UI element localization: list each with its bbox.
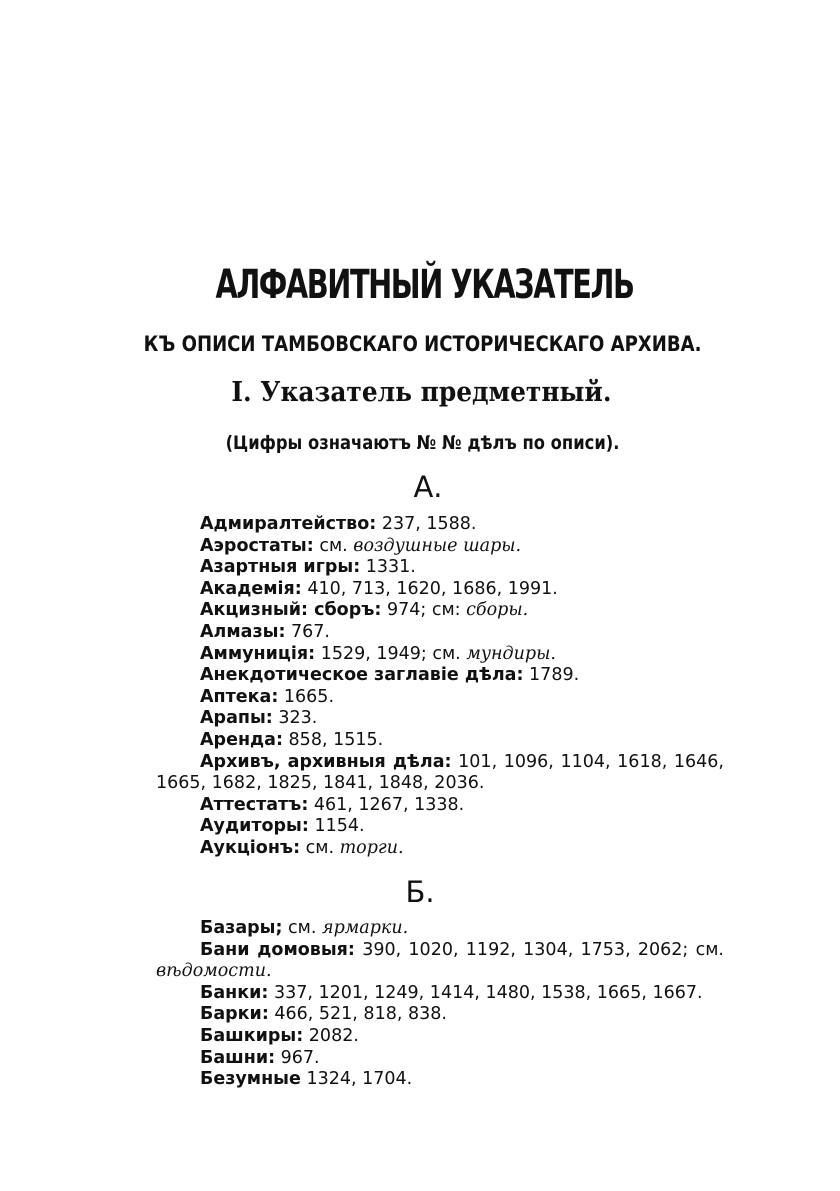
entry-term: Башни: — [200, 1047, 276, 1068]
letter-heading-a: А. — [413, 470, 443, 504]
letter-heading-b: Б. — [405, 875, 435, 909]
index-entry — [156, 687, 756, 709]
entry-numbers: 1331. — [360, 557, 416, 578]
entry-cross-reference: торги. — [339, 837, 404, 858]
index-entry — [156, 940, 724, 983]
entry-numbers: 1789. — [523, 665, 580, 686]
entry-numbers: 767. — [285, 621, 330, 642]
entry-term: Бани домовыя: — [200, 939, 355, 960]
entry-numbers: 410, 713, 1620, 1686, 1991. — [301, 578, 558, 599]
entry-term: Барки: — [200, 1004, 269, 1025]
entry-cross-reference: мундиры. — [466, 643, 556, 664]
index-entry — [156, 600, 756, 622]
entry-see-prefix: см. — [300, 837, 340, 858]
numbering-note: (Цифры означаютъ № № дѣлъ по описи). — [225, 432, 620, 454]
entry-cross-reference: вѣдомости. — [156, 961, 272, 982]
entry-see-prefix: см. — [313, 535, 354, 556]
entry-term: Аттестатъ: — [200, 794, 309, 815]
index-entry — [156, 918, 756, 940]
entry-numbers: 1665. — [278, 686, 335, 707]
index-entry — [156, 838, 756, 860]
entry-see-prefix: см. — [282, 918, 322, 938]
index-entry — [156, 665, 756, 687]
index-entry — [156, 557, 756, 579]
entry-term: Безумные — [200, 1069, 301, 1090]
index-entry — [156, 1004, 756, 1026]
entry-numbers: 323. — [272, 708, 318, 729]
entry-numbers: 974; — [381, 600, 427, 621]
index-entry — [156, 579, 756, 601]
entry-term: Аренда: — [200, 729, 283, 750]
index-entry — [156, 536, 756, 558]
entry-cross-reference: ярмарки. — [322, 918, 409, 938]
entry-term: Арапы: — [200, 708, 273, 729]
entry-term: Архивъ, архивныя дѣла: — [200, 751, 452, 772]
index-entry — [156, 644, 756, 666]
index-entry — [156, 708, 756, 730]
entry-numbers: 1324, 1704. — [300, 1069, 413, 1090]
index-entry — [156, 1069, 756, 1091]
entry-numbers: 1154. — [308, 816, 365, 837]
entry-cross-reference: сборы. — [466, 600, 529, 621]
entry-numbers: 461, 1267, 1338. — [308, 794, 465, 815]
index-entry — [156, 816, 756, 838]
entry-term: Адмиралтейство: — [200, 514, 377, 534]
entry-numbers: 2082. — [303, 1025, 359, 1046]
entry-term: Академія: — [200, 578, 302, 599]
entry-term: Аммуниція: — [200, 643, 316, 664]
entry-see-prefix: см. — [426, 643, 467, 664]
entry-term: Аэростаты: — [200, 535, 314, 556]
entry-numbers: 101, 1096, 1104, 1618, 1646, 1665, 1682, 1825, 1841, 1848, 2036. — [156, 751, 724, 794]
entry-numbers: 858, 1515. — [282, 729, 384, 750]
entry-list-a — [156, 514, 756, 860]
entry-term: Башкиры: — [200, 1025, 304, 1046]
index-title: АЛФАВИТНЫЙ УКАЗАТЕЛЬ — [215, 262, 634, 308]
entry-numbers: 390, 1020, 1192, 1304, 1753, 2062; — [354, 939, 689, 960]
index-entry — [156, 514, 756, 536]
index-entry — [156, 983, 756, 1005]
entry-see-prefix: см. — [688, 939, 724, 960]
index-entry — [156, 795, 756, 817]
entry-term: Анекдотическое заглавіе дѣла: — [200, 665, 524, 686]
entry-term: Аудиторы: — [200, 816, 309, 837]
entry-term: Базары; — [200, 918, 283, 938]
entry-numbers: 967. — [275, 1047, 320, 1068]
index-entry — [156, 1048, 756, 1070]
index-entry — [156, 730, 756, 752]
entry-numbers: 1529, 1949; — [315, 643, 427, 664]
entry-numbers: 466, 521, 818, 838. — [268, 1004, 447, 1025]
index-entry — [156, 622, 756, 644]
entry-term: Акцизный: сборъ: — [200, 600, 382, 621]
index-subtitle: КЪ ОПИСИ ТАМБОВСКАГО ИСТОРИЧЕСКАГО АРХИВА. — [143, 332, 702, 356]
index-entry — [156, 752, 724, 795]
entry-term: Аптека: — [200, 686, 279, 707]
entry-list-b — [156, 918, 756, 1091]
entry-term: Банки: — [200, 982, 269, 1003]
section-heading: I. Указатель предметный. — [231, 377, 612, 408]
entry-cross-reference: воздушные шары. — [353, 535, 522, 556]
entry-see-prefix: см: — [426, 600, 467, 621]
entry-numbers: 337, 1201, 1249, 1414, 1480, 1538, 1665, 1667. — [268, 982, 703, 1003]
entry-term: Алмазы: — [200, 621, 286, 642]
entry-term: Аукціонъ: — [200, 837, 301, 858]
entry-term: Азартныя игры: — [200, 557, 361, 578]
index-entry — [156, 1026, 756, 1048]
entry-numbers: 237, 1588. — [376, 514, 477, 534]
